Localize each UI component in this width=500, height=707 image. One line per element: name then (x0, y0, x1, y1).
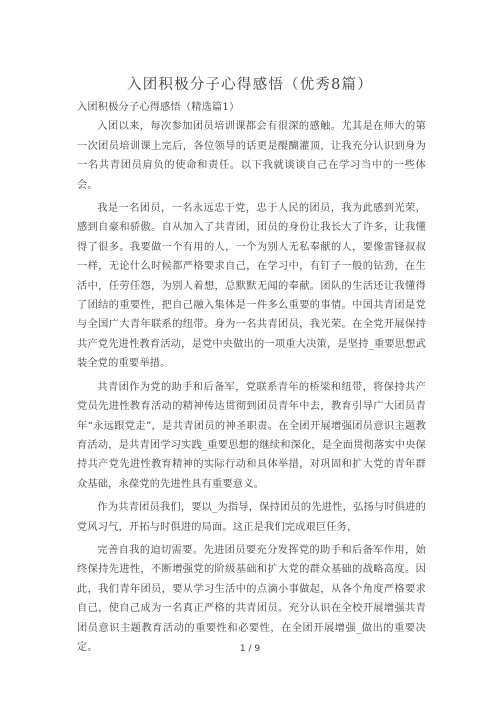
paragraph-3: 共青团作为党的助手和后备军，党联系青年的桥梁和纽带，将保持共产党员先进性教育活动的精神传达贯彻到团员青年中去，教育引导广大团员青年“永远跟党走”，是共青团员的神圣职责。在全团开展增强团员意识主题教育活动，是共青团学习实践_重要思想的继续和深化，是全面贯彻落实中央保持共产党先进性教育精神的实际行动和具体举措，对巩固和扩大党的青年群众基础，永葆党的先进性具有重要意义。 (77, 381, 426, 490)
paragraph-2: 我是一名团员，一名永远忠于党，忠于人民的团员，我为此感到光荣，感到自豪和骄傲。自从加入了共青团，团员的身份让我长大了许多，让我懂得了很多。我要做一个有用的人，一个为别人无私奉献的人，要像雷锋叔叔一样，无论什么时候都严格要求自己，在学习中，有钉子一般的钻劲，在生活中，任劳任怨，为别人着想，总默默无闻的奉献。团队的生活还让我懂得了团结的重要性，把自己融入集体是一件多么重要的事情。中国共青团是党与全国广大青年联系的纽带。身为一名共青团员，我光荣。在全党开展保持共产党先进性教育活动，是党中央做出的一项重大决策，是坚持_重要思想武装全党的重要举措。 (77, 203, 426, 370)
document-title: 入团积极分子心得感悟（优秀8篇） (127, 77, 373, 93)
page-number: 1 / 9 (239, 644, 261, 654)
document-body (77, 98, 426, 661)
paragraph-5: 完善自我的迫切需要。先进团员要充分发挥党的助手和后备军作用，始终保持先进性，不断增强党的阶级基础和扩大党的群众基础的战略高度。因此，我们青年团员，要从学习生活中的点滴小事做起，从各个角度严格要求自己，使自己成为一名真正严格的共青团员。充分认识在全校开展增强共青团员意识主题教育活动的重要性和必要性，在全团开展增强_做出的重要决定。 (77, 544, 426, 653)
paragraph-4: 作为共青团员我们，要以_为指导，保持团员的先进性，弘扬与时俱进的党风习气，开拓与时俱进的局面。这正是我们完成艰巨任务， (77, 502, 426, 533)
section-subtitle: 入团积极分子心得感悟（精选篇1） (77, 102, 240, 113)
paragraph-1: 入团以来，每次参加团员培训课都会有很深的感触。尤其是在师大的第一次团员培训课上完后，各位领导的话更是醍醐灌顶，让我充分认识到身为一名共青团员肩负的使命和责任。以下我就谈谈自己在学习当中的一些体会。 (77, 121, 426, 191)
